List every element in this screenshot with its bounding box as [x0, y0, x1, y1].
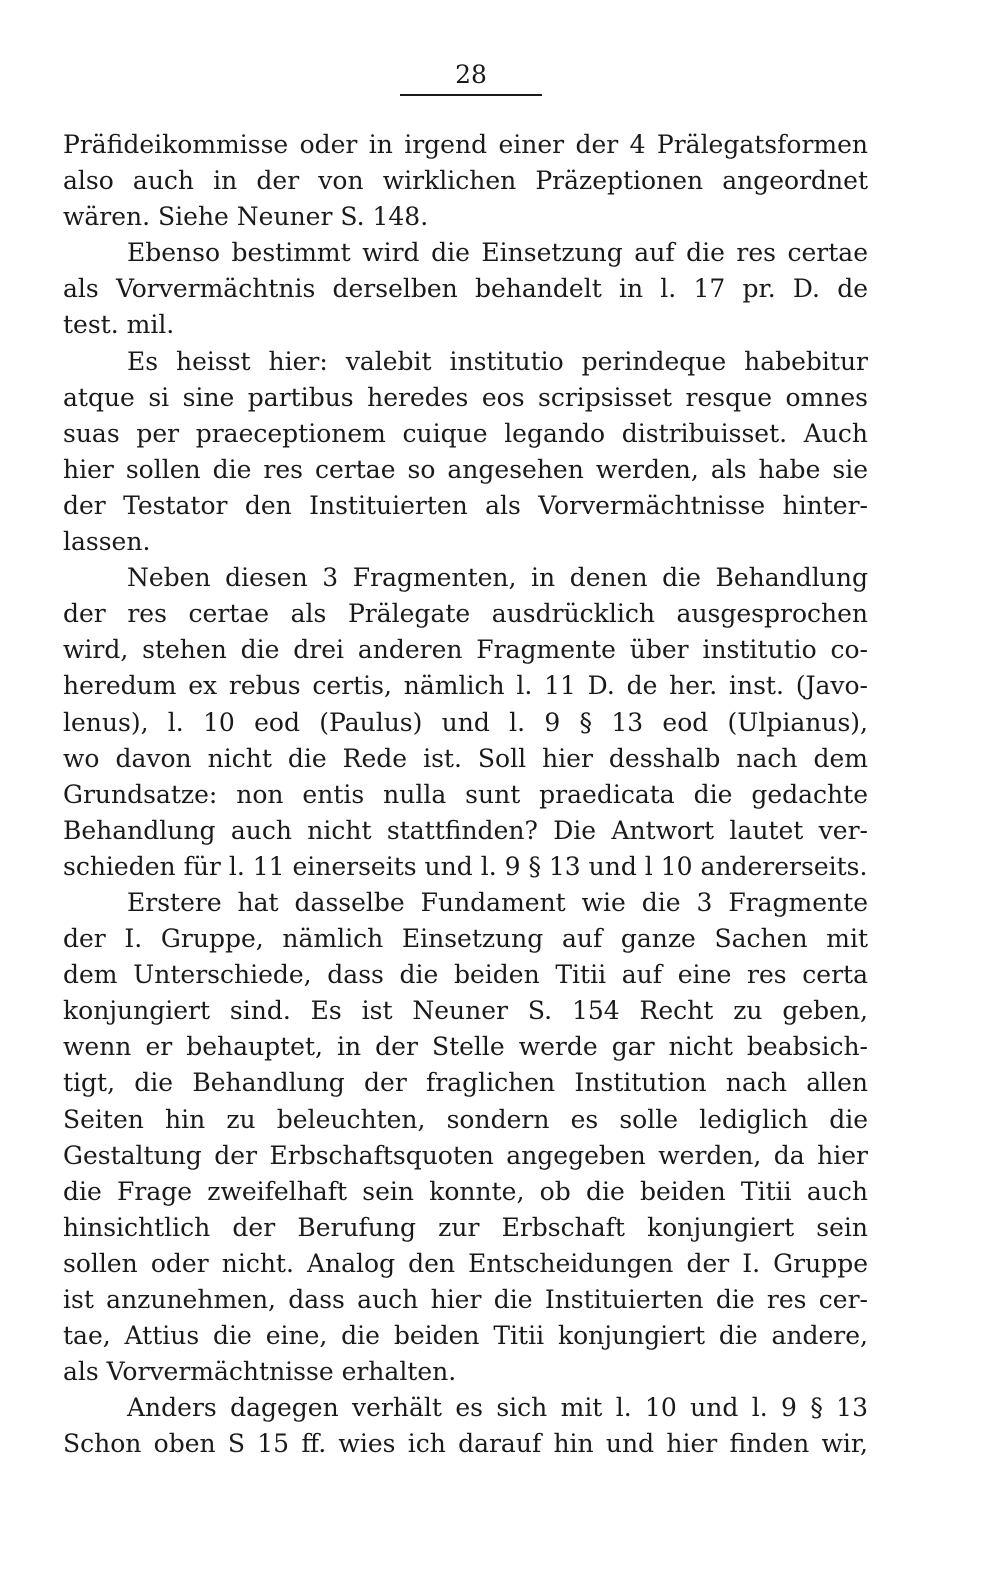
text-line: wären. Siehe Neuner S. 148.: [63, 202, 429, 232]
text-line: Es heisst hier: valebit institutio perindeque habebitur: [127, 346, 868, 376]
text-line: sollen oder nicht. Analog den Entscheidungen der I. Gruppe: [63, 1248, 868, 1278]
text-line: Behandlung auch nicht stattfinden? Die Antwort lautet ver-: [63, 815, 868, 845]
text-line: konjungiert sind. Es ist Neuner S. 154 Recht zu geben,: [63, 996, 868, 1026]
text-line: hier sollen die res certae so angesehen werden, als habe sie: [63, 454, 868, 484]
text-line: wo davon nicht die Rede ist. Soll hier desshalb nach dem: [63, 743, 868, 773]
text-line: die Frage zweifelhaft sein konnte, ob die beiden Titii auch: [63, 1176, 868, 1206]
body-text: [63, 127, 868, 1462]
text-line: Erstere hat dasselbe Fundament wie die 3 Fragmente: [127, 887, 868, 917]
paragraph: [63, 560, 868, 885]
text-line: suas per praeceptionem cuique legando distribuisset. Auch: [63, 418, 868, 448]
text-line: test. mil.: [63, 310, 175, 340]
text-line: wird, stehen die drei anderen Fragmente über institutio co-: [63, 635, 868, 665]
text-line: atque si sine partibus heredes eos scripsisset resque omnes: [63, 382, 868, 412]
text-line: der res certae als Prälegate ausdrücklich ausgesprochen: [63, 599, 868, 629]
text-line: also auch in der von wirklichen Präzeptionen angeordnet: [63, 166, 868, 196]
paragraph: [63, 1390, 868, 1462]
text-line: lassen.: [63, 527, 151, 557]
text-line: Schon oben S 15 ff. wies ich darauf hin und hier finden wir,: [63, 1429, 868, 1459]
text-line: der I. Gruppe, nämlich Einsetzung auf ganze Sachen mit: [63, 924, 868, 954]
paragraph: [63, 344, 868, 561]
text-line: schieden für l. 11 einerseits und l. 9 § 13 und l 10 andererseits.: [63, 851, 868, 881]
text-line: hinsichtlich der Berufung zur Erbschaft konjungiert sein: [63, 1212, 868, 1242]
text-line: als Vorvermächtnis derselben behandelt in l. 17 pr. D. de: [63, 274, 868, 304]
text-line: heredum ex rebus certis, nämlich l. 11 D. de her. inst. (Javo-: [63, 671, 868, 701]
page-number-rule: [400, 94, 542, 96]
text-line: ist anzunehmen, dass auch hier die Instituierten die res cer-: [63, 1285, 868, 1314]
paragraph: [63, 885, 868, 1390]
text-line: wenn er behauptet, in der Stelle werde gar nicht beabsich-: [63, 1032, 868, 1062]
text-line: Seiten hin zu beleuchten, sondern es solle lediglich die: [63, 1104, 868, 1134]
paragraph: [63, 127, 868, 235]
text-line: der Testator den Instituierten als Vorvermächtnisse hinter-: [63, 490, 868, 520]
text-line: Gestaltung der Erbschaftsquoten angegeben werden, da hier: [63, 1140, 868, 1170]
paragraph: [63, 235, 868, 343]
text-line: Neben diesen 3 Fragmenten, in denen die Behandlung: [127, 563, 868, 593]
text-line: Grundsatze: non entis nulla sunt praedicata die gedachte: [63, 779, 868, 809]
text-line: lenus), l. 10 eod (Paulus) und l. 9 § 13 eod (Ulpianus),: [63, 707, 868, 737]
text-line: als Vorvermächtnisse erhalten.: [63, 1357, 457, 1387]
page-number: 28: [455, 60, 487, 89]
text-line: Anders dagegen verhält es sich mit l. 10 und l. 9 § 13: [127, 1393, 868, 1423]
text-line: tae, Attius die eine, die beiden Titii konjungiert die andere,: [63, 1321, 868, 1351]
text-line: tigt, die Behandlung der fraglichen Institution nach allen: [63, 1068, 868, 1098]
text-line: Ebenso bestimmt wird die Einsetzung auf die res certae: [127, 238, 868, 268]
text-line: dem Unterschiede, dass die beiden Titii auf eine res certa: [63, 960, 868, 990]
text-line: Präfideikommisse oder in irgend einer der 4 Prälegatsformen: [63, 130, 868, 159]
